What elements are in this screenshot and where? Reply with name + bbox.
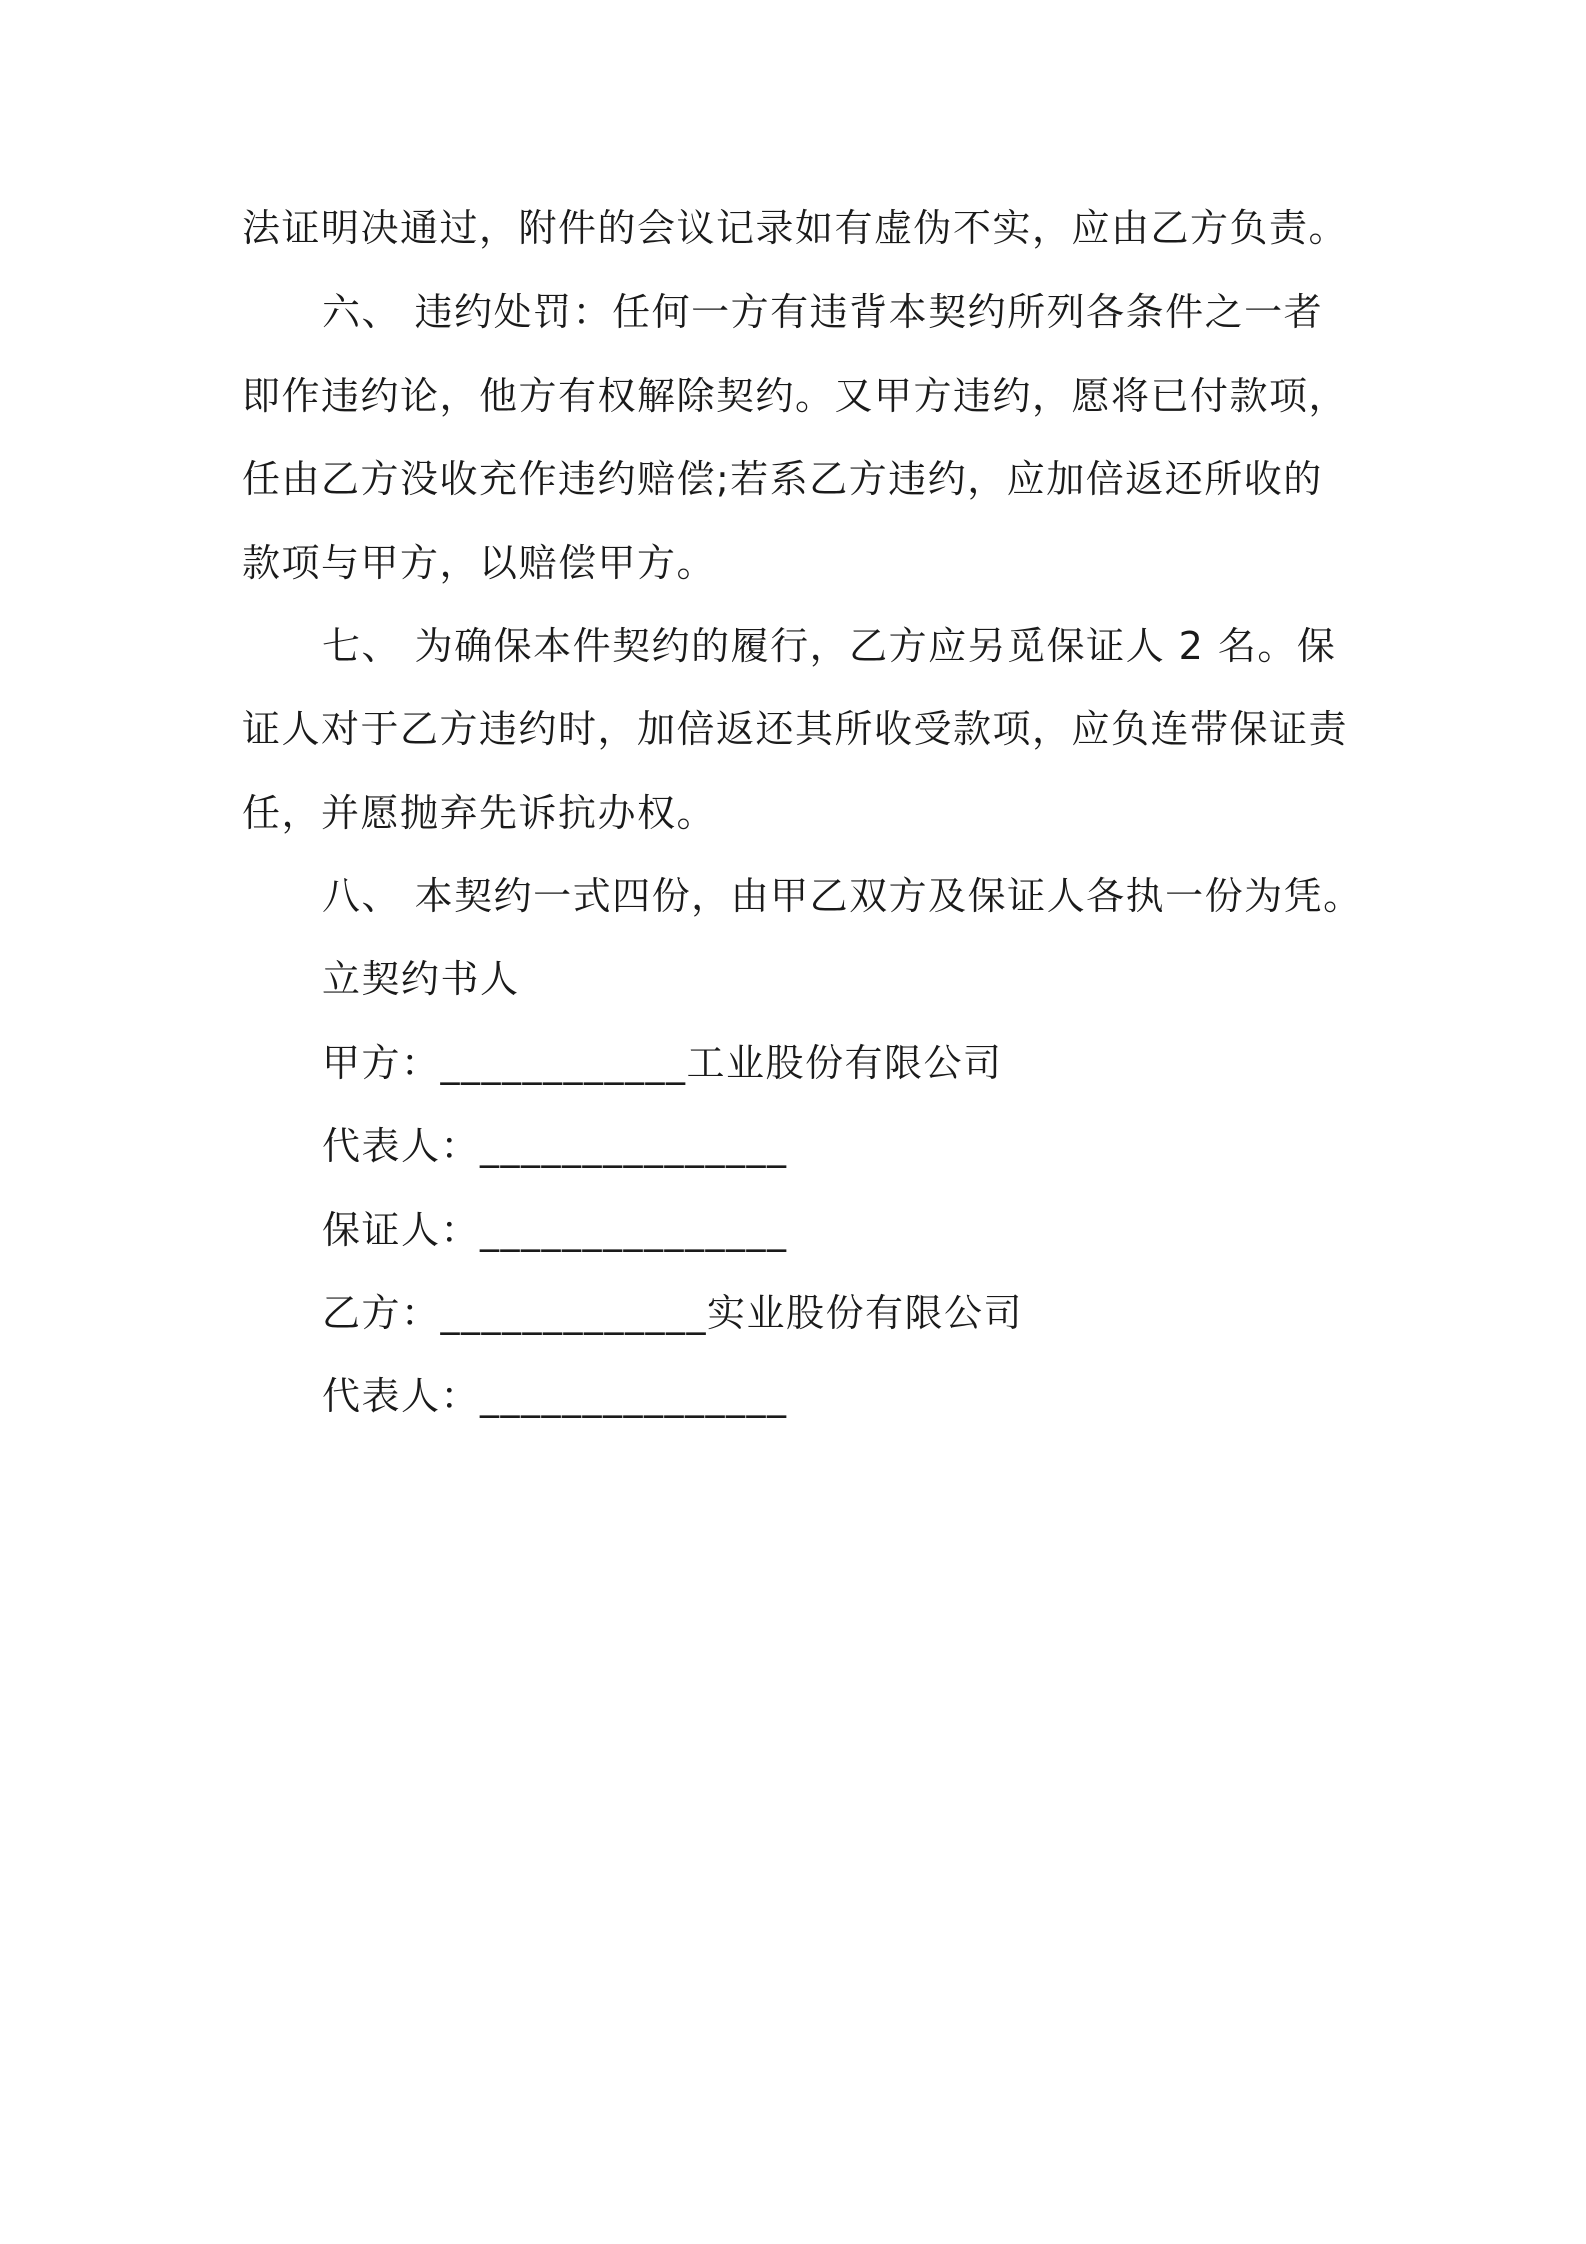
paragraph-line: 款项与甲方，以赔偿甲方。 [242,541,717,585]
signatories-heading: 立契约书人 [322,957,520,1001]
party-b-line: 乙方：_____________实业股份有限公司 [322,1291,1024,1335]
clause-seven-heading: 七、 为确保本件契约的履行，乙方应另觅保证人 2 名。保 [322,624,1337,668]
paragraph-line: 任，并愿抛弃先诉抗办权。 [242,791,717,835]
paragraph-line: 证人对于乙方违约时，加倍返还其所收受款项，应负连带保证责 [242,707,1349,751]
party-a-representative-line: 代表人：_______________ [322,1124,788,1168]
party-a-line: 甲方：____________工业股份有限公司 [322,1041,1003,1085]
paragraph-line: 任由乙方没收充作违约赔偿;若系乙方违约，应加倍返还所收的 [242,457,1323,501]
clause-eight-heading: 八、 本契约一式四份，由甲乙双方及保证人各执一份为凭。 [322,874,1363,918]
party-b-representative-line: 代表人：_______________ [322,1374,788,1418]
guarantor-line: 保证人：_______________ [322,1208,788,1252]
paragraph-line: 即作违约论，他方有权解除契约。又甲方违约，愿将已付款项， [242,374,1349,418]
clause-six-heading: 六、 违约处罚：任何一方有违背本契约所列各条件之一者 [322,290,1324,334]
paragraph-line: 法证明决通过，附件的会议记录如有虚伪不实，应由乙方负责。 [242,206,1349,250]
